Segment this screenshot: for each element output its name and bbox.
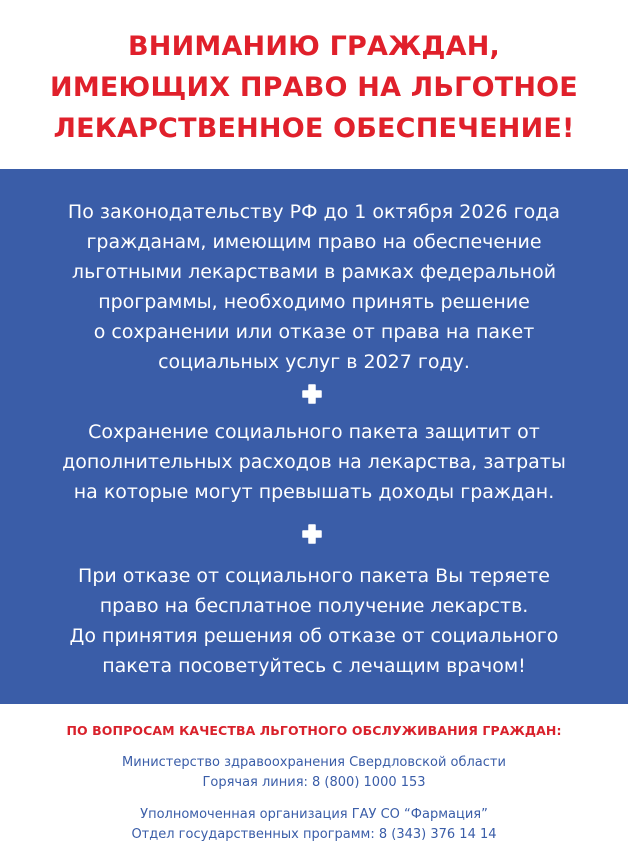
contact-pharmacy <box>0 805 628 845</box>
paragraph-line: о сохранении или отказе от права на пакет <box>93 321 535 343</box>
paragraph-line: гражданам, имеющим право на обеспечение <box>86 231 542 253</box>
paragraph-line: дополнительных расходов на лекарства, затраты <box>62 451 566 473</box>
paragraph-line: льготными лекарствами в рамках федеральной <box>71 261 557 283</box>
contact-line: Отдел государственных программ: 8 (343) 376 14 14 <box>131 827 497 842</box>
paragraph-deadline <box>0 197 628 377</box>
paragraph-line: программы, необходимо принять решение <box>98 291 530 313</box>
paragraph-benefit <box>0 417 628 507</box>
paragraph-line: По законодательству РФ до 1 октября 2026 года <box>67 201 561 223</box>
title-line: ВНИМАНИЮ ГРАЖДАН, <box>128 31 500 62</box>
plus-icon <box>302 384 322 404</box>
paragraph-warning <box>0 561 628 681</box>
paragraph-line: До принятия решения об отказе от социального <box>69 625 559 647</box>
footer-heading: ПО ВОПРОСАМ КАЧЕСТВА ЛЬГОТНОГО ОБСЛУЖИВАНИЯ ГРАЖДАН: <box>66 723 562 738</box>
paragraph-line: на которые могут превышать доходы граждан. <box>73 481 555 503</box>
contact-line: Горячая линия: 8 (800) 1000 153 <box>202 775 426 790</box>
plus-icon <box>302 524 322 544</box>
contact-line: Министерство здравоохранения Свердловской области <box>122 755 506 770</box>
paragraph-line: социальных услуг в 2027 году. <box>158 351 470 373</box>
paragraph-line: При отказе от социального пакета Вы теряете <box>78 565 550 587</box>
paragraph-line: пакета посоветуйтесь с лечащим врачом! <box>102 655 526 677</box>
info-panel <box>0 169 628 704</box>
title-line: ЛЕКАРСТВЕННОЕ ОБЕСПЕЧЕНИЕ! <box>53 113 575 144</box>
page-title <box>0 26 628 149</box>
title-line: ИМЕЮЩИХ ПРАВО НА ЛЬГОТНОЕ <box>50 72 578 103</box>
contact-line: Уполномоченная организация ГАУ СО “Фармация” <box>140 807 488 822</box>
contact-ministry <box>0 753 628 793</box>
paragraph-line: право на бесплатное получение лекарств. <box>99 595 529 617</box>
paragraph-line: Сохранение социального пакета защитит от <box>88 421 540 443</box>
